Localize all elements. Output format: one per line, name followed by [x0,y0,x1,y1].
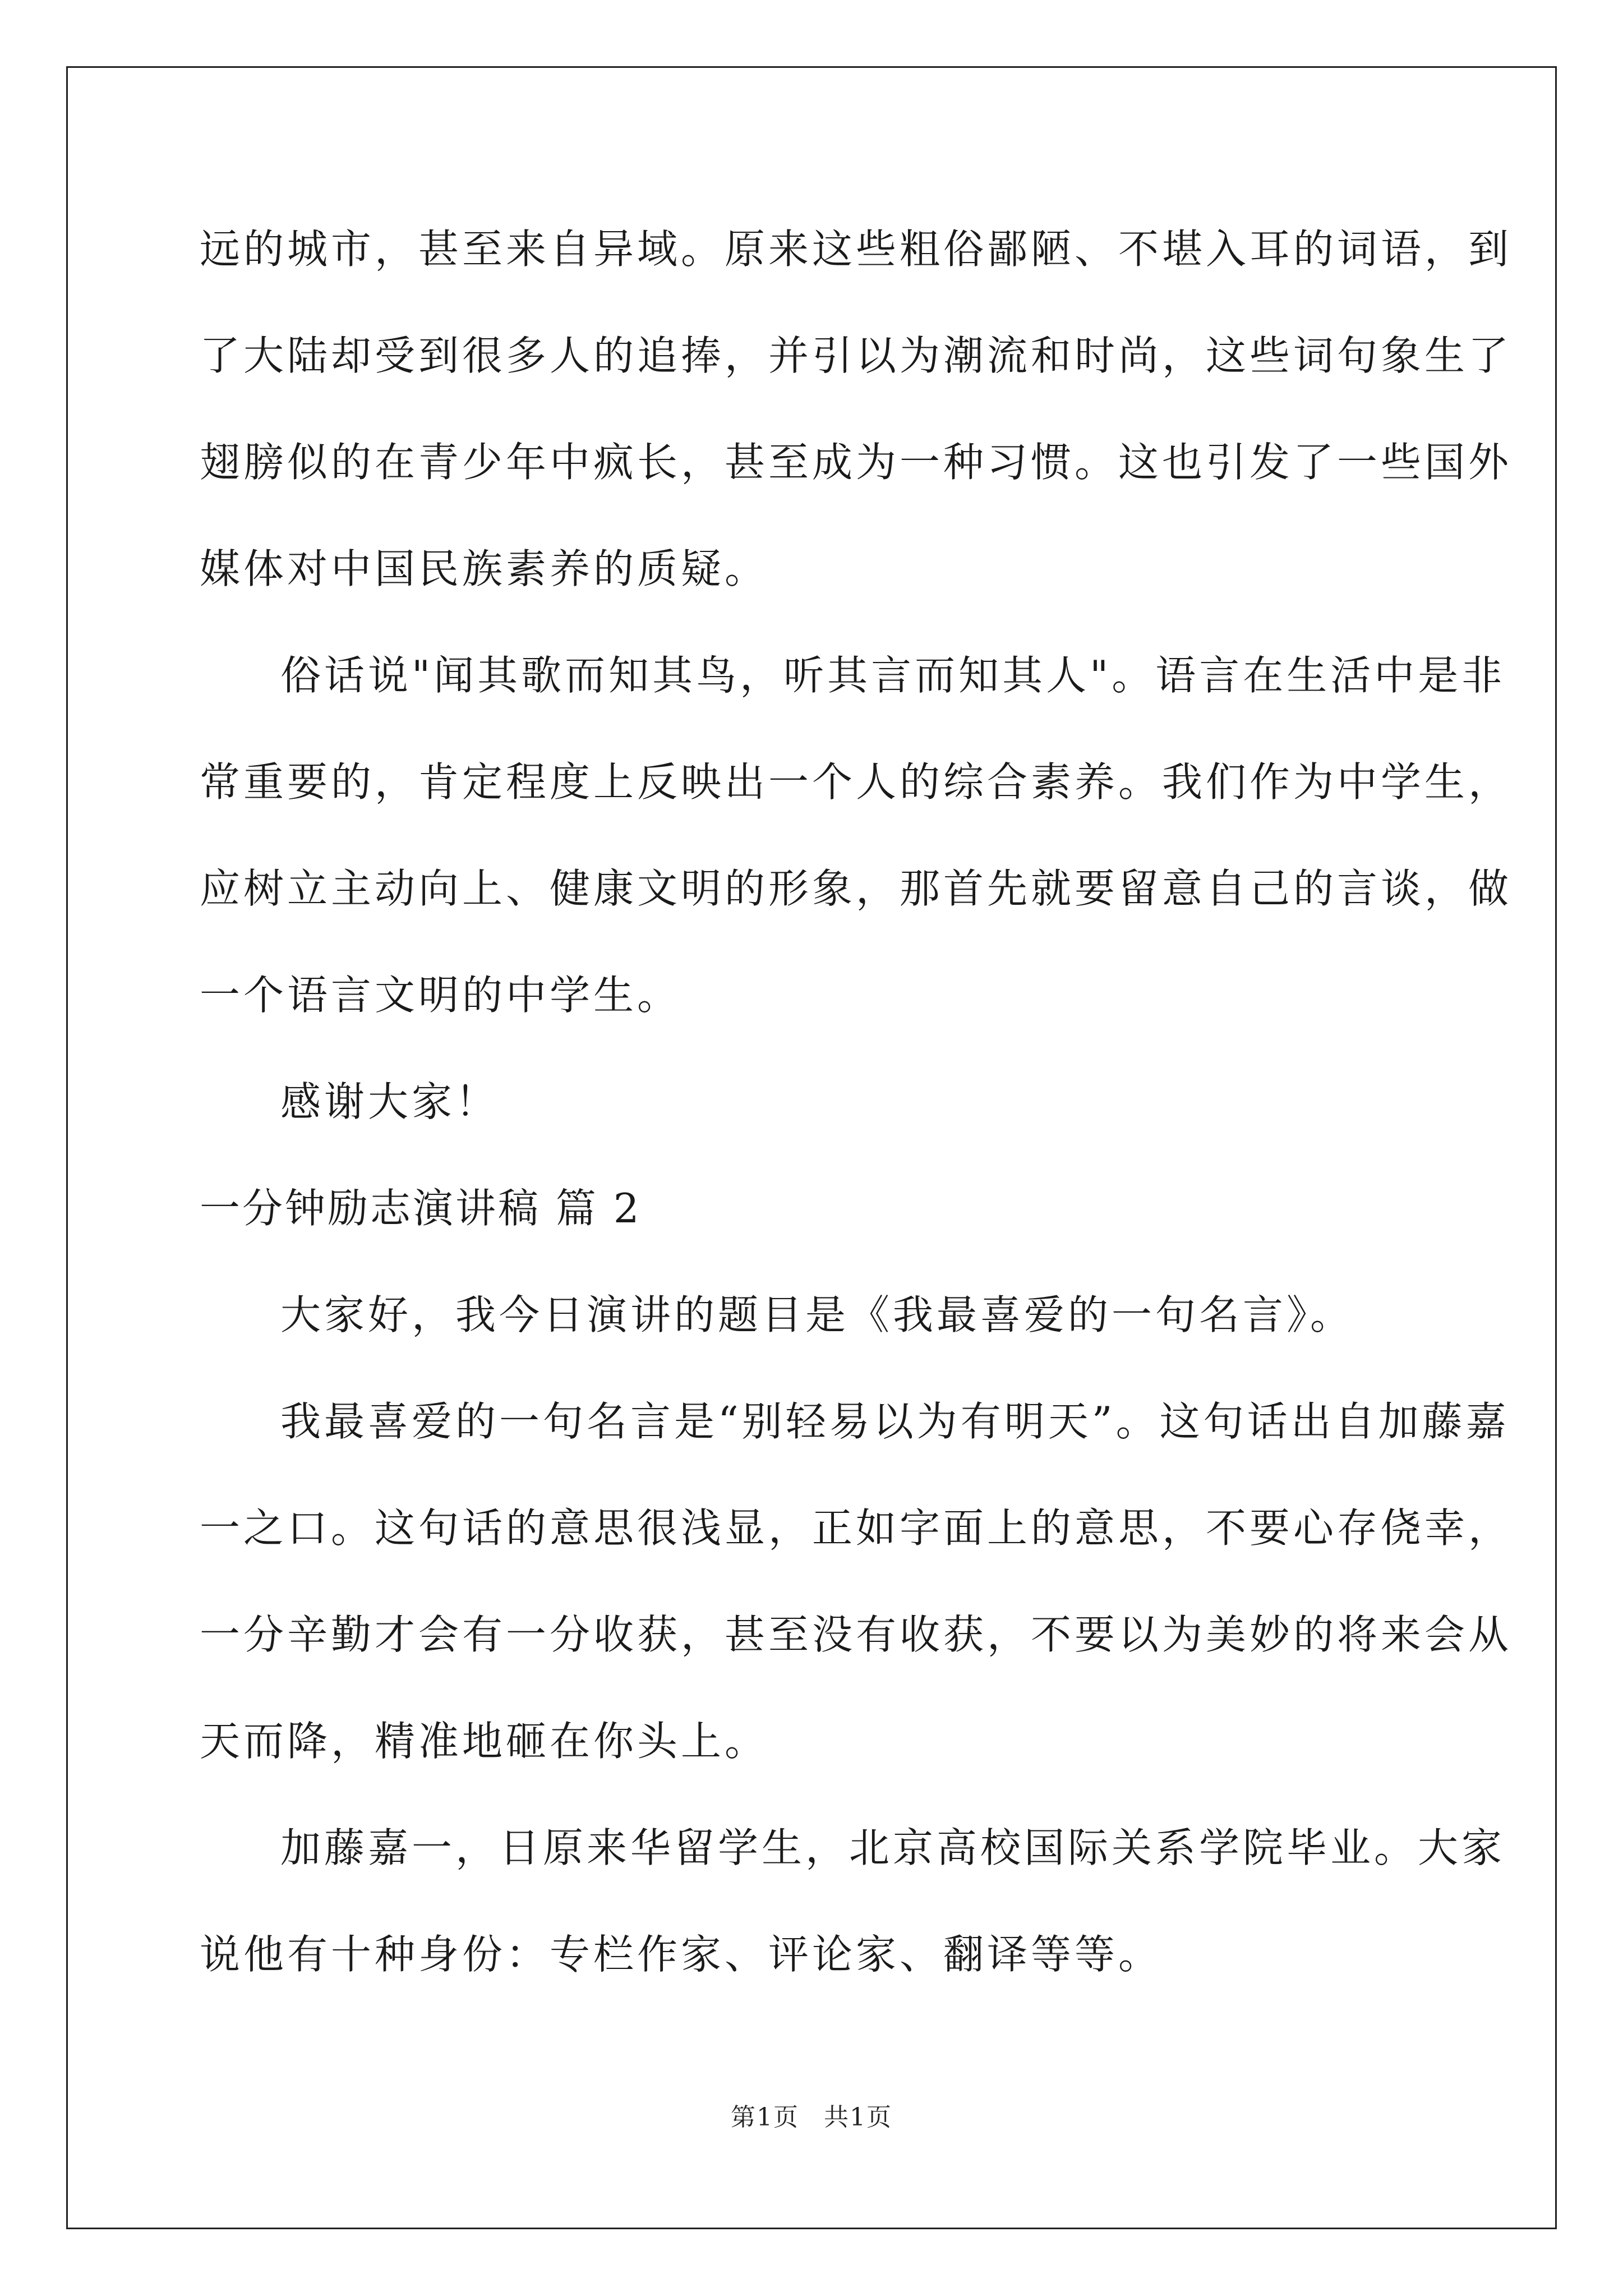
text-line: 了大陆却受到很多人的追捧，并引以为潮流和时尚，这些词句象生了 [200,332,1513,379]
text-line: 一个语言文明的中学生。 [200,972,681,1019]
page-number: 第1页 [731,2103,799,2132]
text-line: 一之口。这句话的意思很浅显，正如字面上的意思，不要心存侥幸， [200,1504,1513,1552]
text-line: 感谢大家！ [280,1078,500,1125]
text-line: 我最喜爱的一句名言是“别轻易以为有明天”。这句话出自加藤嘉 [280,1398,1510,1445]
text-line: 媒体对中国民族素养的质疑。 [200,545,769,592]
page-footer [0,2101,1623,2134]
text-line: 俗话说"闻其歌而知其鸟，听其言而知其人"。语言在生活中是非 [280,652,1506,699]
text-line: 一分辛勤才会有一分收获，甚至没有收获，不要以为美妙的将来会从 [200,1611,1513,1658]
text-line: 说他有十种身份：专栏作家、评论家、翻译等等。 [200,1931,1163,1978]
section-heading: 一分钟励志演讲稿 篇 2 [200,1185,642,1232]
page-border [66,66,1557,2229]
text-line: 翅膀似的在青少年中疯长，甚至成为一种习惯。这也引发了一些国外 [200,439,1513,486]
text-line: 应树立主动向上、健康文明的形象，那首先就要留意自己的言谈，做 [200,865,1513,912]
text-line: 加藤嘉一，日原来华留学生，北京高校国际关系学院毕业。大家 [280,1824,1506,1871]
text-line: 天而降，精准地砸在你头上。 [200,1718,769,1765]
page-total: 共1页 [824,2103,892,2132]
text-line: 常重要的，肯定程度上反映出一个人的综合素养。我们作为中学生， [200,758,1513,806]
text-line: 大家好，我今日演讲的题目是《我最喜爱的一句名言》。 [280,1291,1354,1338]
text-line: 远的城市，甚至来自异域。原来这些粗俗鄙陋、不堪入耳的词语，到 [200,226,1513,273]
